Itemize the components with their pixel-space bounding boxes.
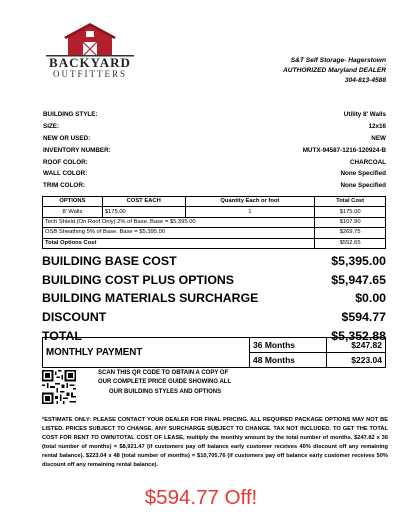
info-row bbox=[43, 147, 386, 159]
table-row bbox=[43, 207, 386, 217]
info-value: None Specified bbox=[340, 170, 386, 178]
table-row bbox=[43, 228, 386, 238]
info-value: CHARCOAL bbox=[349, 158, 386, 166]
info-row bbox=[43, 170, 386, 182]
cost-row bbox=[42, 289, 386, 308]
info-label: TRIM COLOR: bbox=[43, 182, 85, 190]
cost-value: $5,352.88 bbox=[331, 328, 386, 343]
info-label: BUILDING STYLE: bbox=[43, 111, 98, 118]
col-cost-each: COST EACH bbox=[102, 197, 185, 207]
cost-label: TOTAL bbox=[42, 328, 82, 343]
cost-label: BUILDING BASE COST bbox=[42, 254, 177, 268]
info-row bbox=[43, 159, 386, 171]
option-total: $175.00 bbox=[315, 207, 386, 217]
info-row bbox=[43, 123, 386, 135]
info-row bbox=[43, 182, 386, 194]
info-label: WALL COLOR: bbox=[43, 170, 88, 178]
disclaimer-text: *ESTIMATE ONLY: PLEASE CONTACT YOUR DEALER FOR FINAL PRICING. ALL REQUIRED PACKAGE OPTIONS MAY NOT BE LISTED. PRICES SUBJECT TO CHANGE. ANY SURCHARGE SUBJECT TO CHANGE. TAX NOT INCLUDED. TO GET THE TOTAL COST FOR RENT TO OWN/TOTAL COST OF LEASE, multiply the monthly amount by the total number of months. $247.82 x 36 (total number of months) = $8,921.47 (if customers pay off balance early customer receives 40% discount off any remaining rental balance). $223.04 x 48 (total number of months) = $10,705.76 (if customers pay off balance early customer receives 50% discount off any remaining rental balance). bbox=[42, 417, 388, 469]
info-value: None Specified bbox=[340, 182, 386, 190]
qr-line: SCAN THIS QR CODE TO OBTAIN A COPY OF bbox=[98, 370, 229, 376]
info-label: NEW OR USED: bbox=[43, 134, 91, 142]
option-cost: $175.00 bbox=[102, 207, 185, 217]
info-value: MUTX-94587-1216-120924-B bbox=[302, 146, 386, 154]
building-info bbox=[43, 111, 386, 194]
cost-value: $0.00 bbox=[355, 291, 386, 306]
option-qty: 1 bbox=[185, 207, 315, 217]
plan-amount: $247.82 bbox=[326, 338, 385, 353]
monthly-payment-table bbox=[42, 337, 386, 368]
plan-amount: $223.04 bbox=[326, 353, 385, 368]
options-total-value: $552.65 bbox=[315, 238, 386, 248]
info-value: NEW bbox=[371, 134, 386, 142]
cost-row bbox=[42, 308, 386, 327]
option-total: $107.90 bbox=[315, 217, 386, 227]
qr-line: OUR BUILDING STYLES AND OPTIONS bbox=[109, 388, 222, 395]
plan-term: 48 Months bbox=[250, 353, 327, 368]
dealer-status: AUTHORIZED Maryland DEALER bbox=[283, 67, 386, 74]
logo-subtitle: OUTFITTERS bbox=[53, 69, 127, 79]
info-value: Utility 8' Walls bbox=[343, 111, 386, 118]
info-label: ROOF COLOR: bbox=[43, 158, 88, 166]
discount-promo: $594.77 Off! bbox=[144, 486, 258, 509]
dealer-name: S&T Self Storage- Hagerstown bbox=[290, 57, 386, 64]
dealer-block bbox=[283, 56, 386, 86]
col-options: OPTIONS bbox=[43, 197, 103, 207]
cost-label: BUILDING COST PLUS OPTIONS bbox=[42, 272, 234, 287]
cost-value: $594.77 bbox=[341, 310, 386, 325]
cost-label: DISCOUNT bbox=[42, 310, 107, 325]
logo-wordmark: BACKYARD bbox=[49, 55, 131, 70]
qr-code-icon[interactable] bbox=[42, 370, 76, 404]
option-total: $269.75 bbox=[315, 228, 386, 238]
col-total-cost: Total Cost bbox=[315, 197, 386, 207]
option-name: 8' Walls bbox=[43, 207, 103, 217]
info-row bbox=[43, 135, 386, 147]
info-label: SIZE: bbox=[43, 122, 60, 130]
qr-line: OUR COMPLETE PRICE GUIDE SHOWING ALL bbox=[98, 379, 232, 386]
option-description: Tech Shield (On Roof Only) 2% of Base. Base = $5,395.00 bbox=[43, 217, 315, 227]
info-value: 12x16 bbox=[368, 122, 386, 130]
options-total-label: Total Options Cost bbox=[43, 238, 315, 248]
col-quantity: Quantity Each or foot bbox=[185, 197, 315, 207]
cost-label: BUILDING MATERIALS SURCHARGE bbox=[42, 291, 259, 306]
qr-instructions bbox=[98, 369, 231, 397]
options-header-row bbox=[43, 197, 386, 207]
cost-row bbox=[42, 252, 386, 271]
info-label: INVENTORY NUMBER: bbox=[43, 146, 111, 154]
option-description: OSB Sheathing 5% of Base. Base = $5,395.00 bbox=[43, 228, 315, 238]
cost-summary bbox=[42, 252, 386, 345]
plan-term: 36 Months bbox=[250, 338, 327, 353]
monthly-payment-label: MONTHLY PAYMENT bbox=[43, 338, 250, 368]
cost-value: $5,395.00 bbox=[331, 254, 386, 268]
info-row bbox=[43, 111, 386, 123]
cost-row bbox=[42, 271, 386, 290]
dealer-phone: 304-813-4588 bbox=[344, 77, 386, 84]
options-total-row bbox=[43, 238, 386, 248]
cost-value: $5,947.65 bbox=[331, 272, 386, 287]
options-table bbox=[42, 196, 386, 249]
table-row bbox=[43, 217, 386, 227]
